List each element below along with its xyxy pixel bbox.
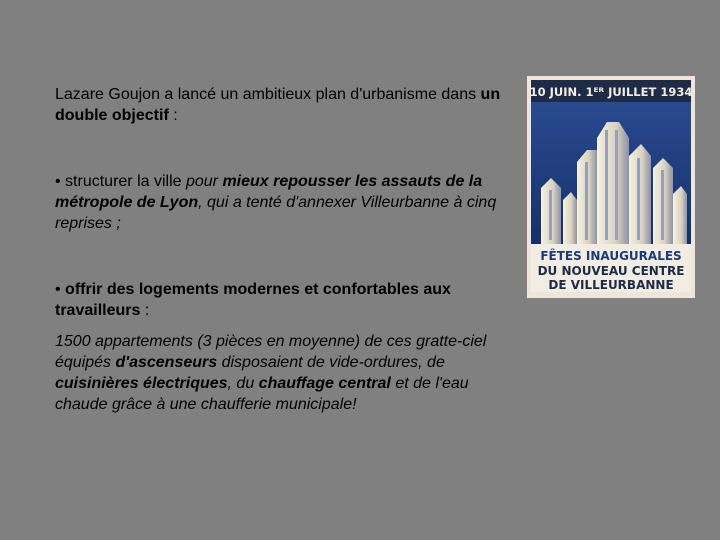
poster-line-3: DE VILLEURBANNE <box>548 278 674 292</box>
detail-bold-ascenseurs: d'ascenseurs <box>115 354 218 371</box>
bullet2-text-1: • <box>55 281 66 298</box>
bullet-structurer <box>55 171 505 234</box>
intro-bold: un double objectif <box>55 86 501 124</box>
intro-text-1: Lazare Goujon a lancé un ambitieux plan d'urbanisme dans <box>55 86 481 103</box>
detail-text-1: 1500 appartements (3 pièces en moyenne) de ces gratte-ciel équipés <box>55 333 487 371</box>
bullet1-italic-2: , qui a tenté d'annexer Villeurbanne à cinq reprises ; <box>55 194 497 232</box>
detail-paragraph <box>55 331 495 415</box>
bullet-logements <box>55 279 510 321</box>
detail-text-3: , du <box>227 375 259 392</box>
detail-bold-chauffage: chauffage central <box>258 375 391 392</box>
intro-text-2: : <box>168 107 178 124</box>
bullet2-text-2: : <box>140 302 150 319</box>
detail-text-4: et de l'eau chaude grâce à une chaufferie municipale! <box>55 375 469 413</box>
poster-line-1: FÊTES INAUGURALES <box>540 249 682 263</box>
detail-bold-cuisinieres: cuisinières électriques <box>55 375 228 392</box>
bullet1-bold-italic: mieux repousser les assauts de la métropole de Lyon <box>55 173 483 211</box>
bullet1-italic-1: pour <box>185 173 223 190</box>
poster-image <box>527 76 695 298</box>
bullet1-text-1: • structurer la ville <box>55 173 186 190</box>
poster-illustration <box>527 76 695 298</box>
intro-paragraph <box>55 84 505 126</box>
bullet2-bold: offrir des logements modernes et confortables aux travailleurs <box>55 281 451 319</box>
poster-line-2: DU NOUVEAU CENTRE <box>537 264 685 278</box>
poster-date-text: 10 JUIN. 1ᴱᴿ JUILLET 1934 <box>529 85 693 99</box>
detail-text-2: disposaient de vide-ordures, de <box>217 354 445 371</box>
